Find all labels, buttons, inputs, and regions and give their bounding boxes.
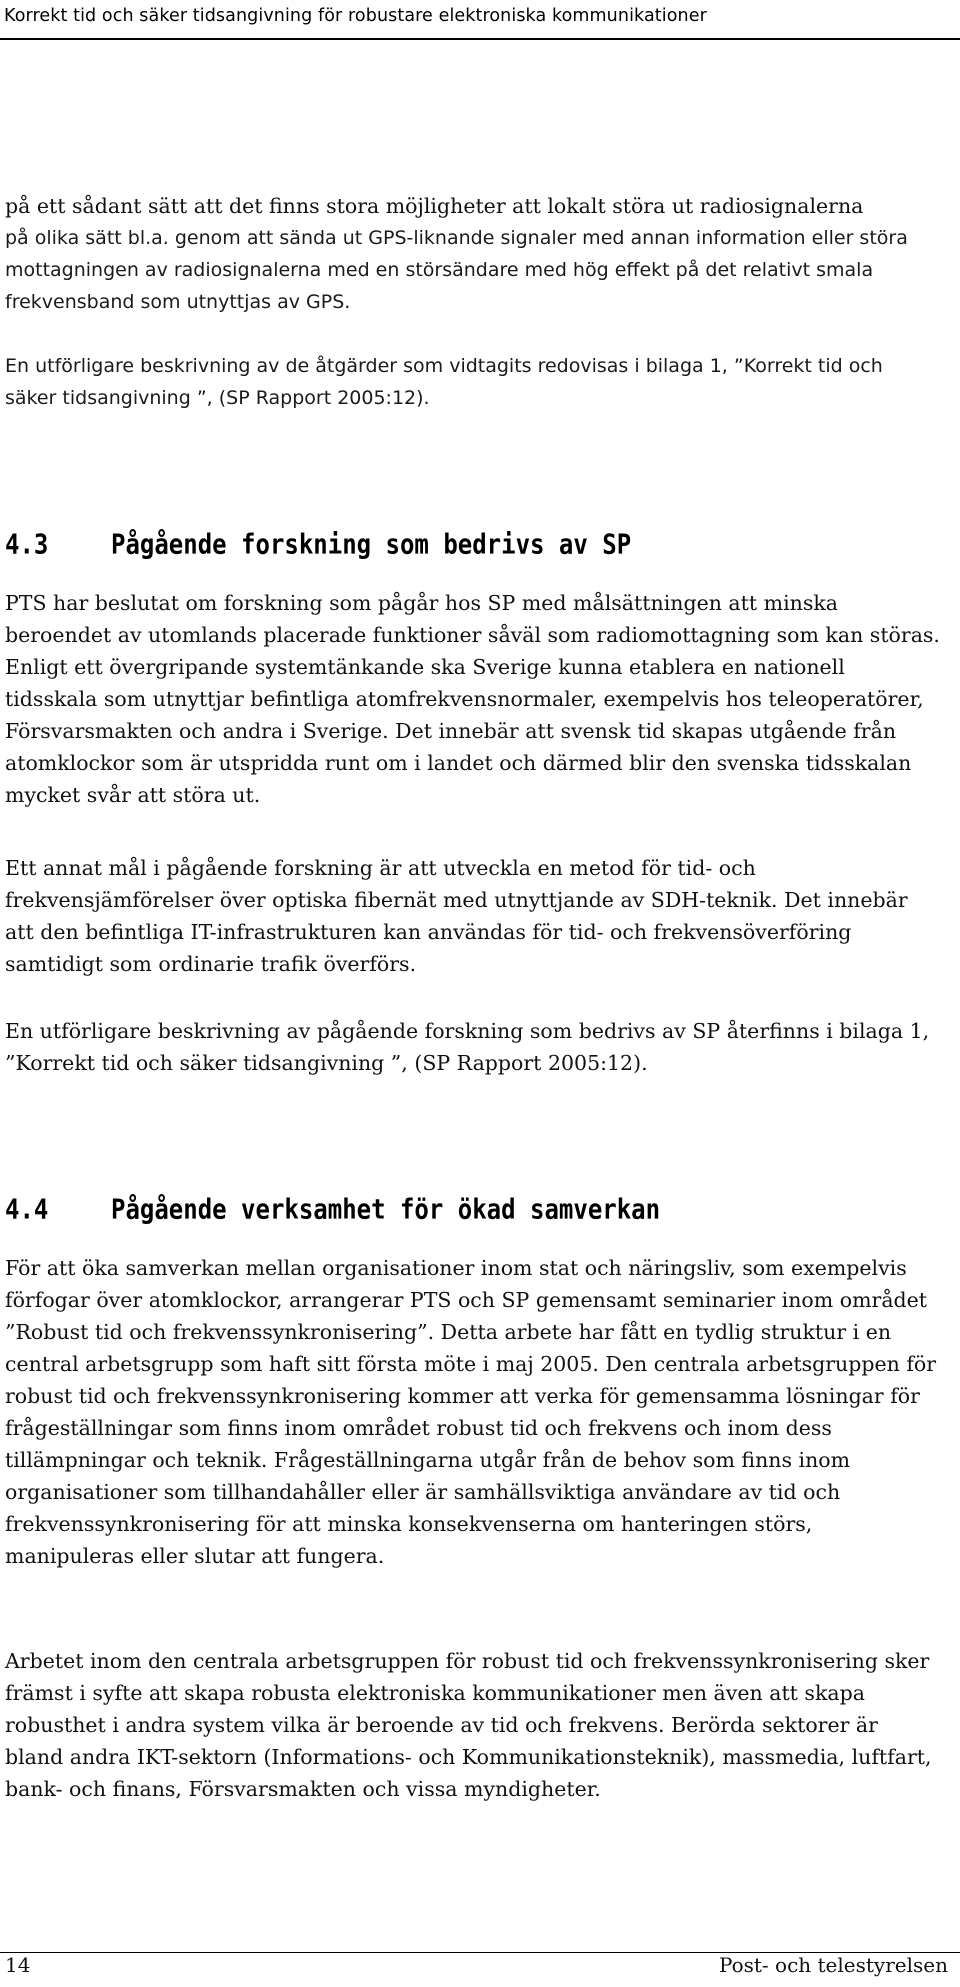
section-number: 4.4 [5,1193,49,1226]
paragraph-research-sp: PTS har beslutat om forskning som pågår hos SP med målsättningen att minska beroendet av utomlands placerade funktioner såväl som radiomottagning som kan störas. Enligt ett övergripande systemtänkande ska Sverige kunna etablera en nationell tidsskala som utnyttjar befintliga atomfrekvensnormaler, exempelvis hos teleoperatörer, Försvarsmakten och andra i Sverige. Det innebär att svensk tid skapas utgående från atomklockor som är utspridda runt om i landet och därmed blir den svenska tidsskalan mycket svår att störa ut. [5,591,940,807]
header-rule [0,38,960,40]
paragraph-collaboration: För att öka samverkan mellan organisationer inom stat och näringsliv, som exempelvis förfogar över atomklockor, arrangerar PTS och SP gemensamt seminarier inom området ”Robust tid och frekvenssynkronisering”. Detta arbete har fått en tydlig struktur i en central arbetsgrupp som haft sitt första möte i maj 2005. Den centrala arbetsgruppen för robust tid och frekvenssynkronisering kommer att verka för gemensamma lösningar för frågeställningar som finns inom området robust tid och frekvens och inom dess tillämpningar och teknik. Frågeställningarna utgår från de behov som finns inom organisationer som tillhandahåller eller är samhällsviktiga användare av tid och frekvenssynkronisering för att minska konsekvenserna om hanteringen störs, manipuleras eller slutar att fungera. [5,1256,937,1568]
paragraph-gps-jamming: på olika sätt bl.a. genom att sända ut GPS-liknande signaler med annan information eller störa mottagningen av radiosignalerna med en störsändare med hög effekt på det relativt smala frekvensband som utnyttjas av GPS. [5,227,908,313]
section-heading-4-3 [5,528,631,560]
section-number: 4.3 [5,528,49,561]
paragraph-measures-reference: En utförligare beskrivning av de åtgärder som vidtagits redovisas i bilaga 1, ”Korrekt tid och säker tidsangivning ”, (SP Rapport 2005:12). [5,355,883,409]
section-heading-4-4 [5,1193,660,1225]
paragraph-fiber-sdh: Ett annat mål i pågående forskning är att utveckla en metod för tid- och frekvensjämförelser över optiska fibernät med utnyttjande av SDH-teknik. Det innebär att den befintliga IT-infrastrukturen kan användas för tid- och frekvensöverföring samtidigt som ordinarie trafik överförs. [5,856,908,976]
page-number: 14 [5,1953,31,1977]
paragraph-research-reference: En utförligare beskrivning av pågående forskning som bedrivs av SP återfinns i bilaga 1, ”Korrekt tid och säker tidsangivning ”, (SP Rapport 2005:12). [5,1019,930,1075]
section-title: Pågående verksamhet för ökad samverkan [111,1193,661,1226]
section-title: Pågående forskning som bedrivs av SP [111,528,632,561]
running-header: Korrekt tid och säker tidsangivning för robustare elektroniska kommunikationer [4,6,707,26]
paragraph-working-group: Arbetet inom den centrala arbetsgruppen för robust tid och frekvenssynkronisering sker främst i syfte att skapa robusta elektroniska kommunikationer men även att skapa robusthet i andra system vilka är beroende av tid och frekvens. Berörda sektorer är bland andra IKT-sektorn (Informations- och Kommunikationsteknik), massmedia, luftfart, bank- och finans, Försvarsmakten och vissa myndigheter. [5,1649,932,1801]
paragraph-continued-first-line: på ett sådant sätt att det finns stora möjligheter att lokalt störa ut radiosignalerna [5,194,864,218]
publisher-name: Post- och telestyrelsen [718,1953,948,1977]
